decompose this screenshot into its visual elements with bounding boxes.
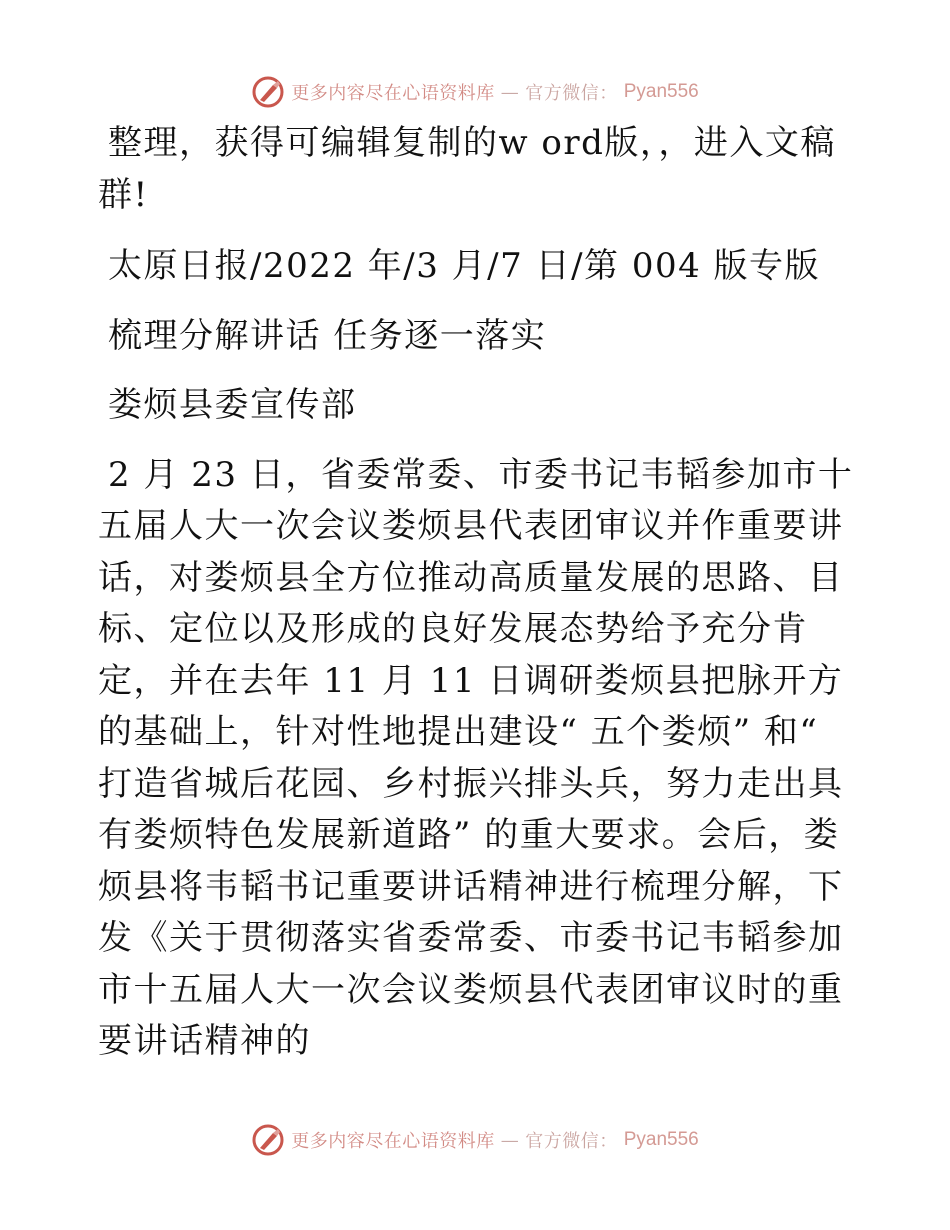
document-content [98, 118, 858, 1088]
watermark-wechat-id: Pyan556 [623, 81, 699, 102]
watermark-site-text: 更多内容尽在心语资料库 [291, 1131, 495, 1152]
source-line: 太原日报/2022 年/3 月/7 日/第 004 版专版 [108, 246, 821, 286]
author-line: 娄烦县委宣传部 [108, 385, 357, 425]
quill-logo-icon [251, 1123, 285, 1157]
body-paragraph: 2 月 23 日，省委常委、市委书记韦韬参加市十五届人大一次会议娄烦县代表团审议并作重要讲话，对娄烦县全方位推动高质量发展的思路、目标、定位以及形成的良好发展态势给予充分肯定，并在去年 11 月 11 日调研娄烦县把脉开方的基础上，针对性地提出建设“ 五个娄烦” 和“ 打造省城后花园、乡村振兴排头兵，努力走出具有娄烦特色发展新道路” 的重大要求。会后，娄烦县将韦韬书记重要讲话精神进行梳理分解，下发《关于贯彻落实省委常委、市委书记韦韬参加市十五届人大一次会议娄烦县代表团审议时的重要讲话精神的 [98, 454, 854, 1061]
watermark-wechat-id: Pyan556 [623, 1129, 699, 1150]
watermark-dash: — [500, 81, 520, 103]
watermark-site-text: 更多内容尽在心语资料库 [291, 83, 495, 104]
header-watermark [0, 72, 950, 112]
headline: 梳理分解讲话 任务逐一落实 [108, 315, 547, 356]
footer-watermark [0, 1120, 950, 1160]
watermark-wechat-label: 官方微信： [525, 1131, 618, 1152]
watermark-dash: — [500, 1129, 520, 1151]
quill-logo-icon [251, 75, 285, 109]
watermark-wechat-label: 官方微信： [525, 83, 618, 104]
intro-paragraph: 整理，获得可编辑复制的w ord版，，进入文稿群! [98, 123, 836, 215]
